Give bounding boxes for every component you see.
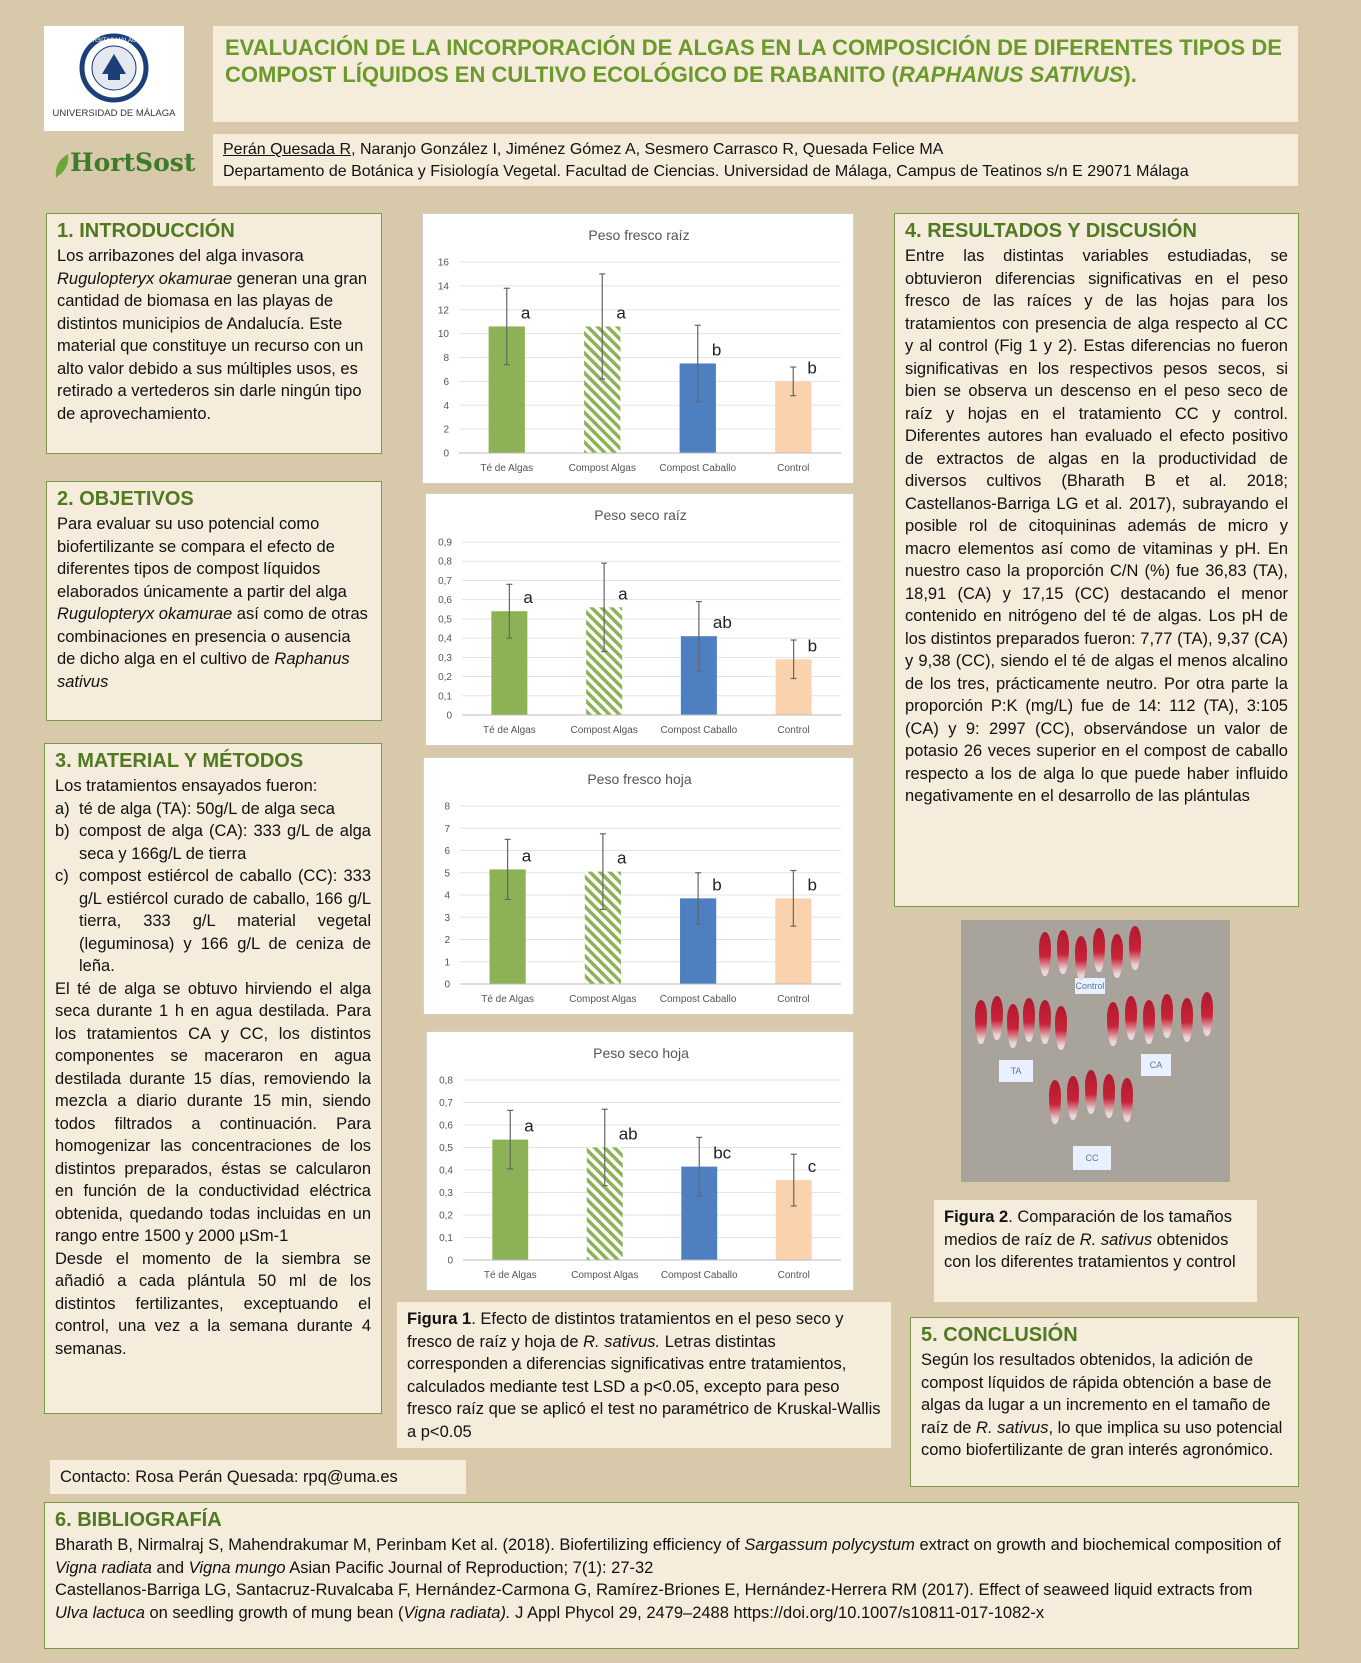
methods-paragraph-1: El té de alga se obtuvo hirviendo el alga seca durante 1 h en agua destilada. Para los tratamientos CA y CC, los distintos componentes se maceraron en agua destilada durante 15 días, removiendo la mezcla a diario durante 15 min, siendo todos filtrados a continuación. Para homogenizar las concentraciones de los distintos preparados, éstas se calcularon en función de la conductividad eléctrica obtenida, quedando todas incluidas en un rango entre 1500 y 2000 µSm-1 <box>55 979 371 1245</box>
y-tick-label: 0,1 <box>438 691 452 703</box>
affiliation: Departamento de Botánica y Fisiología Vegetal. Facultad de Ciencias. Universidad de Málaga, Campus de Teatinos s/n E 29071 Málaga <box>223 163 1189 180</box>
significance-letter: b <box>711 340 722 360</box>
section-bibliography <box>44 1502 1299 1649</box>
x-tick-label: Control <box>777 463 810 474</box>
y-tick-label: 2 <box>443 424 449 436</box>
radish <box>1039 1000 1051 1044</box>
y-tick-label: 8 <box>443 353 449 364</box>
reference-2: Castellanos-Barriga LG, Santacruz-Ruvalcaba F, Hernández-Carmona G, Ramírez-Briones E, Hernández-Herrera RM (2017). Effect of seaweed liquid extracts from Ulva lactuca on seedling growth of mung bean (Vigna radiata). J Appl Phycol 29, 2479–2488 https://doi.org/10.1007/s10811-017-1082-x <box>55 1581 1253 1622</box>
radish <box>1129 926 1141 970</box>
chart-svg <box>423 214 855 485</box>
y-tick-label: 0,4 <box>439 1165 453 1177</box>
seal-text: UNIVERSITAS MALACITANA <box>74 38 154 44</box>
chart-title: Peso seco raíz <box>594 507 687 523</box>
section-objectives <box>46 481 382 721</box>
results-text: Entre las distintas variables estudiadas, se obtuvieron diferencias significativas en el peso fresco de las raíces y de las hojas para los tratamientos con presencia de alga respecto al CC y al control (Fig 1 y 2). Estas diferencias no fueron significativas en los respectivos pesos secos, si bien se observa un descenso en el peso seco de raíz y hojas en el tratamiento CC y control. Diferentes autores han evaluado el efecto positivo de extractos de algas en la productividad de diversos cultivos (Bharath B et al. 2018; Castellanos-Barriga LG et al. 2017), subrayando el posible rol de citoquininas además de micro y macro elementos así como de vitaminas y pH. En nuestro caso la proporción C/N (%) fue 36,83 (TA), 18,91 (CA) y 17,15 (CC) destacando el menor contenido en nitrógeno del té de algas. Los pH de los distintos preparados fueron: 7,77 (TA), 9,37 (CA) y 9,38 (CC), siendo el té de algas el menos alcalino de los tres, prácticamente neutro. Por otra parte la proporción P:K (mg/L) fue de 14: 112 (TA), 3:105 (CA) y 9: 2997 (CC), observándose un valor de potasio 26 veces superior en el compost de caballo respecto a los de alga lo que puede haber influido negativamente en el desarrollo de las plántulas <box>905 247 1288 805</box>
radish <box>1161 994 1173 1038</box>
x-tick-label: Té de Algas <box>480 463 534 474</box>
x-tick-label: Compost Caballo <box>659 994 737 1005</box>
y-tick-label: 0,1 <box>439 1233 453 1244</box>
x-tick-label: Compost Algas <box>570 725 638 736</box>
radish <box>1049 1080 1061 1124</box>
y-tick-label: 14 <box>437 281 449 293</box>
radish <box>1085 1070 1097 1114</box>
x-tick-label: Compost Caballo <box>660 1270 738 1281</box>
x-tick-label: Control <box>777 994 810 1005</box>
results-title: 4. RESULTADOS Y DISCUSIÓN <box>905 220 1197 242</box>
chart-peso-fresco-hoja <box>423 757 854 1015</box>
significance-letter: b <box>712 875 722 895</box>
y-tick-label: 0,5 <box>439 1143 453 1154</box>
radish <box>1055 1006 1067 1050</box>
university-name: UNIVERSIDAD DE MÁLAGA <box>52 108 176 119</box>
photo-label-cc: CC <box>1073 1146 1111 1170</box>
authors-line: Perán Quesada R, Naranjo González I, Jiménez Gómez A, Sesmero Carrasco R, Quesada Felice MA <box>223 141 944 158</box>
x-tick-label: Compost Caballo <box>660 725 738 736</box>
y-tick-label: 0,8 <box>438 556 452 568</box>
y-tick-label: 0 <box>444 979 450 991</box>
x-tick-label: Té de Algas <box>482 725 536 736</box>
y-tick-label: 7 <box>444 823 450 835</box>
y-tick-label: 3 <box>444 912 450 924</box>
figure1-caption: Figura 1. Efecto de distintos tratamientos en el peso seco y fresco de raíz y hoja de R. sativus. Letras distintas corresponden a diferencias significativas entre tratamientos, calculados mediante test LSD a p<0.05, excepto para peso fresco raíz que se aplicó el test no paramétrico de Kruskal-Wallis a p<0.05 <box>397 1302 891 1448</box>
y-tick-label: 5 <box>444 868 450 880</box>
radish <box>1201 992 1213 1036</box>
y-tick-label: 16 <box>437 257 449 269</box>
objectives-title: 2. OBJETIVOS <box>57 488 194 510</box>
x-tick-label: Compost Algas <box>571 1270 639 1281</box>
y-tick-label: 2 <box>444 935 450 946</box>
section-methods <box>44 743 382 1414</box>
list-item: a) té de alga (TA): 50g/L de alga seca <box>55 799 335 818</box>
radish <box>1121 1078 1133 1122</box>
y-tick-label: 0 <box>447 1255 453 1267</box>
significance-letter: b <box>807 875 817 895</box>
radish <box>1067 1076 1079 1120</box>
methods-intro: Los tratamientos ensayados fueron: <box>55 777 318 795</box>
radish <box>1103 1074 1115 1118</box>
y-tick-label: 6 <box>444 846 450 857</box>
x-tick-label: Compost Algas <box>569 994 637 1005</box>
authors-box <box>213 134 1298 186</box>
y-tick-label: 1 <box>444 957 450 969</box>
chart-title: Peso fresco hoja <box>587 771 692 787</box>
photo-label-control: Control <box>1075 978 1105 994</box>
section-conclusion <box>910 1317 1299 1487</box>
objectives-text: Para evaluar su uso potencial como biofertilizante se compara el efecto de diferentes tipos de compost líquidos elaborados únicamente a partir del alga Rugulopteryx okamurae así como de otras combinaciones en presencia o ausencia de dicho alga en el cultivo de Raphanus sativus <box>57 515 368 691</box>
radish <box>1107 1002 1119 1046</box>
significance-letter: c <box>807 1157 817 1177</box>
y-tick-label: 0,7 <box>438 575 452 587</box>
intro-title: 1. INTRODUCCIÓN <box>57 220 235 242</box>
radish <box>1093 928 1105 972</box>
chart-title: Peso seco hoja <box>593 1045 689 1061</box>
radish <box>991 996 1003 1040</box>
radish <box>1057 930 1069 974</box>
intro-text: Los arribazones del alga invasora Rugulopteryx okamurae generan una gran cantidad de biomasa en las playas de distintos municipios de Andalucía. Este material que constituye un recurso con un alto valor debido a sus múltiples usos, es retirado a vertederos sin darle ningún tipo de aprovechamiento. <box>57 247 368 423</box>
contact-info: Contacto: Rosa Perán Quesada: rpq@uma.es <box>50 1460 466 1494</box>
list-item: b) compost de alga (CA): 333 g/L de alga seca y 166g/L de tierra <box>55 822 371 863</box>
section-results <box>894 213 1299 907</box>
y-tick-label: 0,4 <box>438 633 452 645</box>
y-tick-label: 0 <box>446 710 452 722</box>
conclusion-title: 5. CONCLUSIÓN <box>921 1324 1078 1346</box>
chart-svg <box>427 1032 855 1292</box>
radish <box>1111 934 1123 978</box>
x-tick-label: Compost Algas <box>568 463 636 474</box>
y-tick-label: 0,9 <box>438 537 452 549</box>
x-tick-label: Control <box>777 1270 810 1281</box>
chart-peso-seco-hoja <box>426 1031 854 1291</box>
x-tick-label: Compost Caballo <box>659 463 737 474</box>
x-tick-label: Control <box>777 725 810 736</box>
y-tick-label: 0,3 <box>439 1188 453 1199</box>
y-tick-label: 10 <box>437 329 449 341</box>
significance-letter: a <box>616 303 626 323</box>
y-tick-label: 0,7 <box>439 1098 453 1109</box>
conclusion-text: Según los resultados obtenidos, la adición de compost líquidos de rápida obtención a base de algas da lugar a un incremento en el tamaño de raíz de R. sativus, lo que implica su uso potencial como biofertilizante de gran interés agronómico. <box>921 1351 1283 1459</box>
poster-title: EVALUACIÓN DE LA INCORPORACIÓN DE ALGAS EN LA COMPOSICIÓN DE DIFERENTES TIPOS DE COMPOST LÍQUIDOS EN CULTIVO ECOLÓGICO DE RABANITO (RAPHANUS SATIVUS). <box>225 35 1282 87</box>
y-tick-label: 0,3 <box>438 652 452 664</box>
photo-label-ca: CA <box>1141 1054 1171 1076</box>
y-tick-label: 0,6 <box>439 1120 453 1132</box>
significance-letter: a <box>520 303 531 323</box>
radish <box>1039 932 1051 976</box>
significance-letter: a <box>616 848 627 868</box>
radish <box>1181 998 1193 1042</box>
significance-letter: bc <box>713 1143 732 1163</box>
radish <box>1125 996 1137 1040</box>
y-tick-label: 12 <box>437 305 449 317</box>
chart-title: Peso fresco raíz <box>588 227 690 243</box>
y-tick-label: 0,2 <box>438 672 452 684</box>
poster-title-box <box>213 26 1298 122</box>
significance-letter: a <box>523 588 533 608</box>
photo-label-ta: TA <box>999 1060 1033 1082</box>
y-tick-label: 4 <box>443 400 449 412</box>
figure2-caption: Figura 2. Comparación de los tamaños medios de raíz de R. sativus obtenidos con los diferentes tratamientos y control <box>934 1200 1257 1302</box>
significance-letter: ab <box>618 1124 638 1144</box>
x-tick-label: Té de Algas <box>481 994 535 1005</box>
x-tick-label: Té de Algas <box>483 1270 537 1281</box>
bibliography-title: 6. BIBLIOGRAFÍA <box>55 1509 222 1531</box>
methods-paragraph-2: Desde el momento de la siembra se añadió a cada plántula 50 ml de los distintos fertilizantes, exceptuando el control, una vez a la semana durante 4 semanas. <box>55 1249 371 1358</box>
significance-letter: a <box>521 846 532 866</box>
y-tick-label: 6 <box>443 376 449 388</box>
hortsost-logo: HortSost <box>52 148 177 182</box>
significance-letter: a <box>618 584 628 604</box>
section-introduction <box>46 213 382 454</box>
list-item: c) compost estiércol de caballo (CC): 333 g/L estiércol curado de caballo, 166 g/L tierra, 333 g/L material vegetal (leguminosa) y 166 g/L de ceniza de leña. <box>55 867 371 975</box>
y-tick-label: 0,2 <box>439 1210 453 1222</box>
radish-photo <box>961 920 1230 1182</box>
radish <box>1143 1000 1155 1044</box>
treatments-list <box>55 798 371 978</box>
university-logo <box>44 26 184 131</box>
radish <box>1007 1004 1019 1048</box>
significance-letter: a <box>524 1116 534 1136</box>
significance-letter: b <box>807 636 818 656</box>
y-tick-label: 0,5 <box>438 614 452 626</box>
chart-peso-seco-raiz <box>425 493 854 746</box>
y-tick-label: 8 <box>444 801 450 813</box>
chart-svg <box>426 494 855 747</box>
methods-title: 3. MATERIAL Y MÉTODOS <box>55 750 304 772</box>
reference-1: Bharath B, Nirmalraj S, Mahendrakumar M, Perinbam Ket al. (2018). Biofertilizing efficiency of Sargassum polycystum extract on growth and biochemical composition of Vigna radiata and Vigna mungo Asian Pacific Journal of Reproduction; 7(1): 27-32 <box>55 1536 1281 1577</box>
radish <box>975 1000 987 1044</box>
y-tick-label: 0,6 <box>438 595 452 607</box>
y-tick-label: 0,8 <box>439 1075 453 1087</box>
significance-letter: ab <box>712 613 732 633</box>
radish <box>1075 936 1087 980</box>
radish <box>1023 998 1035 1042</box>
chart-peso-fresco-raiz <box>422 213 854 484</box>
chart-svg <box>424 758 855 1016</box>
y-tick-label: 4 <box>444 890 450 902</box>
y-tick-label: 0 <box>443 448 449 460</box>
significance-letter: b <box>807 358 817 378</box>
